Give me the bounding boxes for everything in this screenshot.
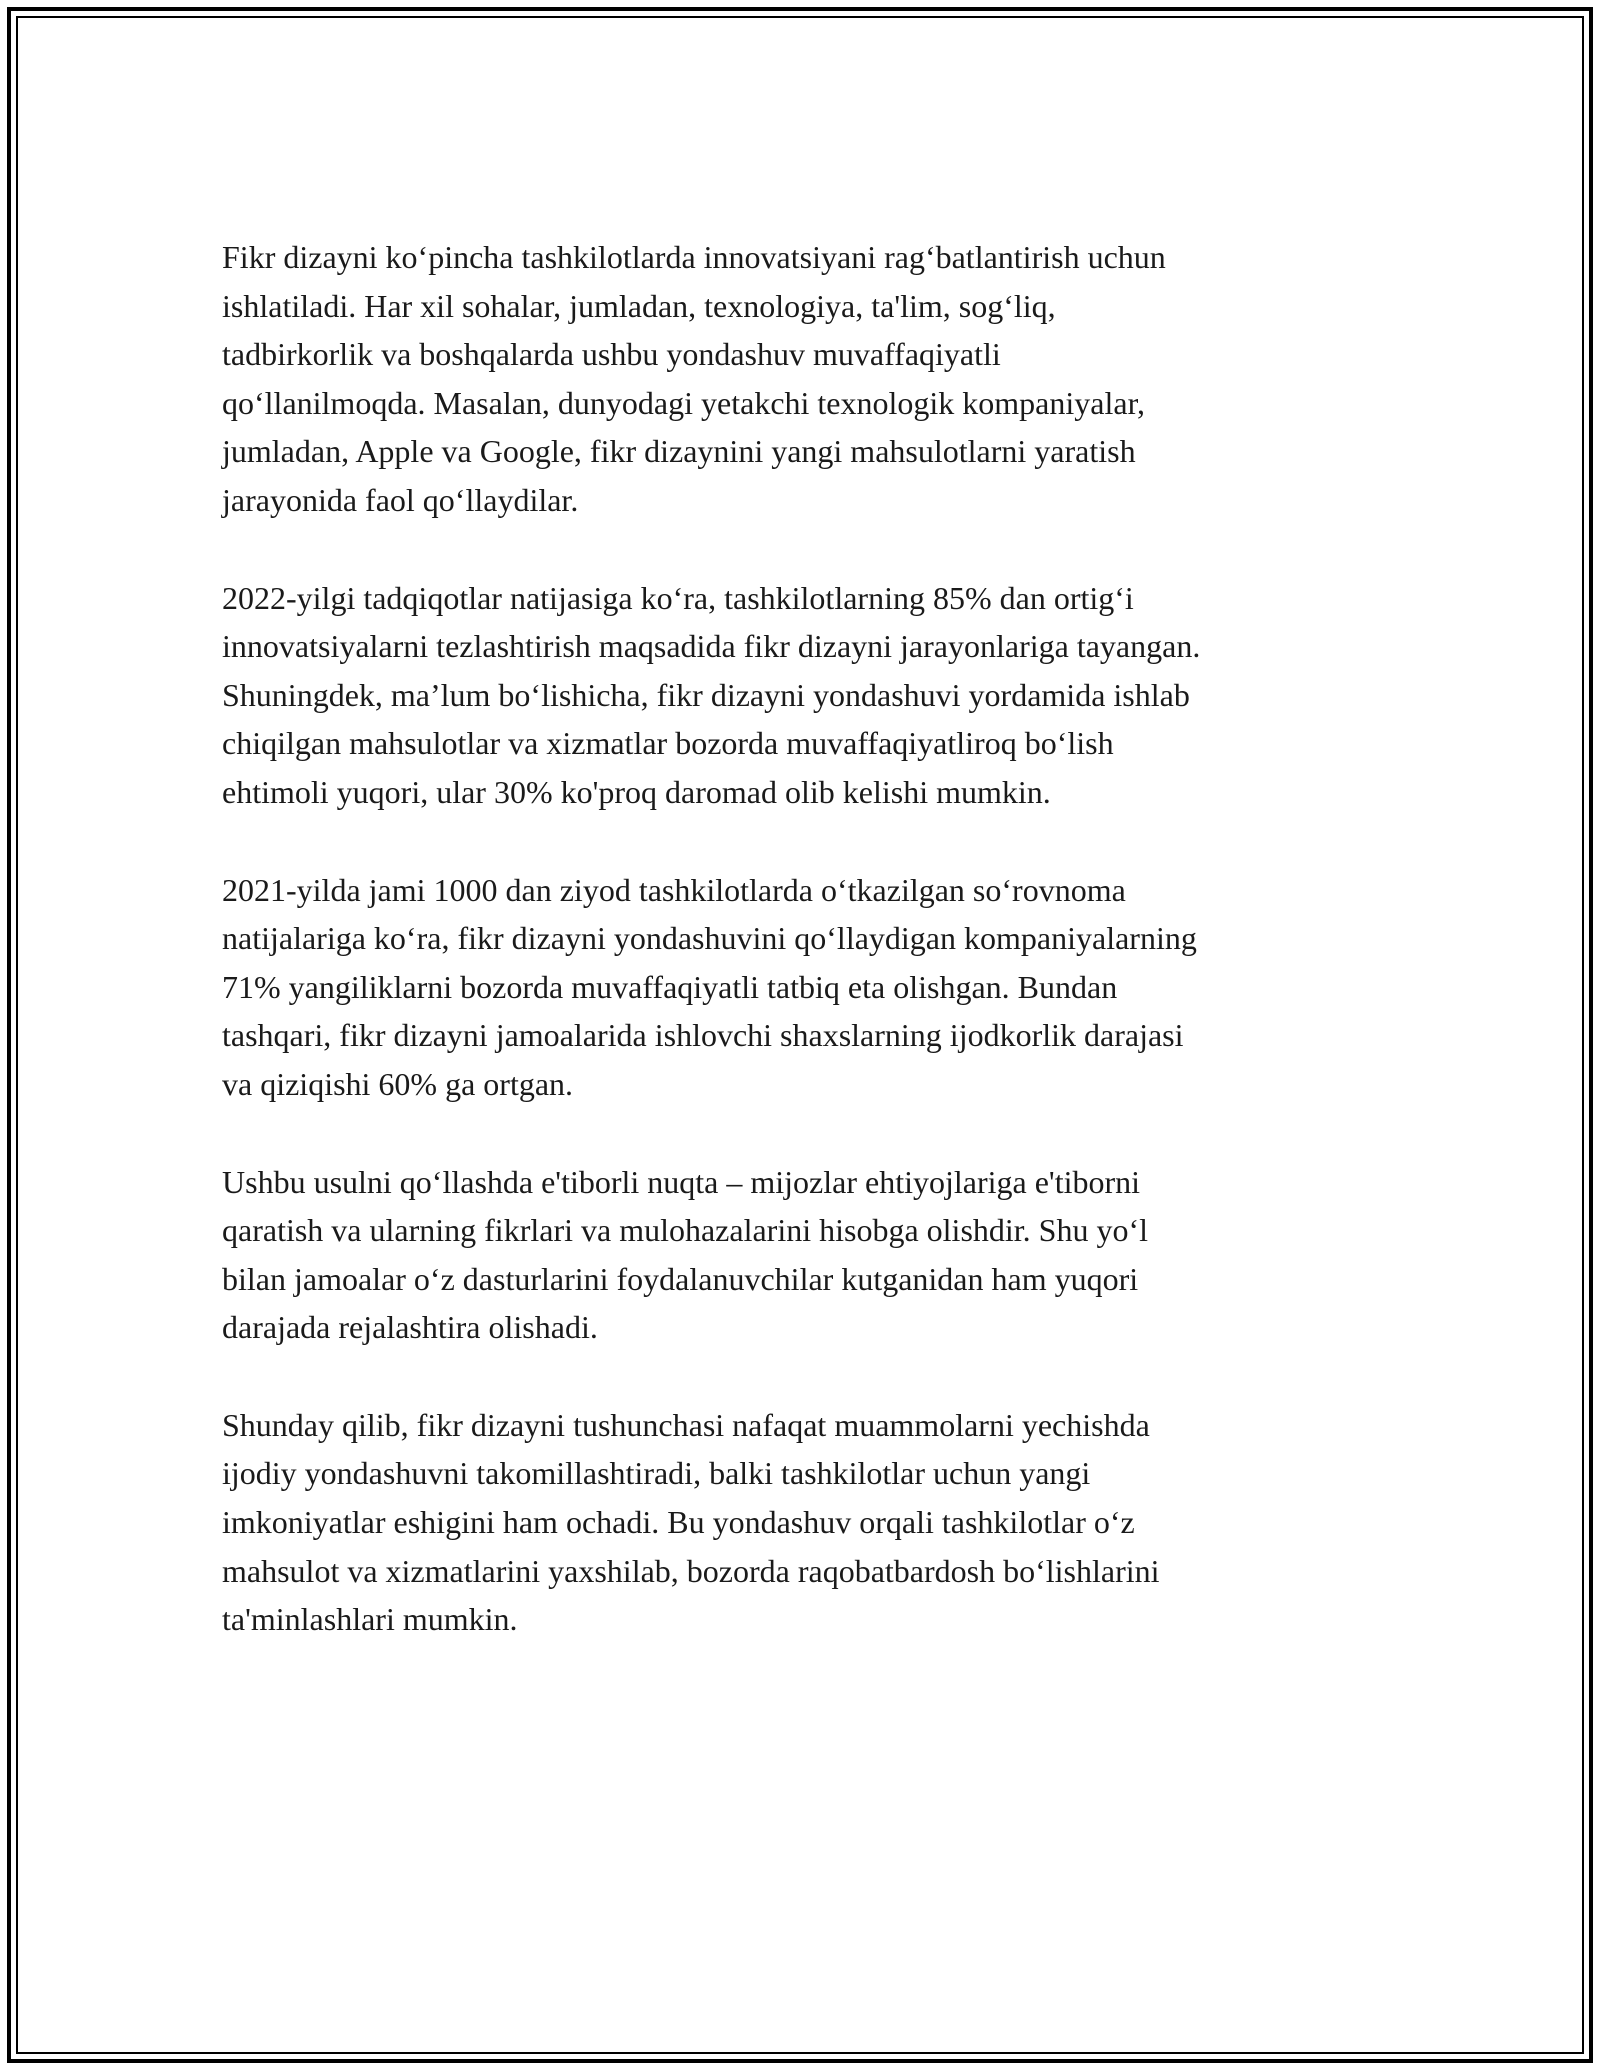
paragraph-customer-focus: Ushbu usulni qo‘llashda e'tiborli nuqta – mijozlar ehtiyojlariga e'tiborni qaratish va ularning fikrlari va mulohazalarini hisobga olishdir. Shu yo‘l bilan jamoalar o‘z dasturlarini foydalanuvchilar kutganidan ham yuqori darajada rejalashtira olishadi. <box>222 1163 1149 1346</box>
document-body <box>222 233 1372 1693</box>
paragraph-2021-survey: 2021-yilda jami 1000 dan ziyod tashkilotlarda o‘tkazilgan so‘rovnoma natijalariga ko‘ra, fikr dizayni yondashuvini qo‘llaydigan kompaniyalarning 71% yangiliklarni bozorda muvaffaqiyatli tatbiq eta olishgan. Bundan tashqari, fikr dizayni jamoalarida ishlovchi shaxslarning ijodkorlik darajasi va qiziqishi 60% ga ortgan. <box>222 871 1197 1102</box>
paragraph-2022-research: 2022-yilgi tadqiqotlar natijasiga ko‘ra, tashkilotlarning 85% dan ortig‘i innovatsiyalarni tezlashtirish maqsadida fikr dizayni jarayonlariga tayangan. Shuningdek, ma’lum bo‘lishicha, fikr dizayni yondashuvi yordamida ishlab chiqilgan mahsulotlar va xizmatlar bozorda muvaffaqiyatliroq bo‘lish ehtimoli yuqori, ular 30% ko'proq daromad olib kelishi mumkin. <box>222 579 1201 810</box>
paragraph-conclusion: Shunday qilib, fikr dizayni tushunchasi nafaqat muammolarni yechishda ijodiy yondashuvni takomillashtiradi, balki tashkilotlar uchun yangi imkoniyatlar eshigini ham ochadi. Bu yondashuv orqali tashkilotlar o‘z mahsulot va xizmatlarini yaxshilab, bozorda raqobatbardosh bo‘lishlarini ta'minlashlari mumkin. <box>222 1406 1160 1638</box>
paragraph-intro: Fikr dizayni ko‘pincha tashkilotlarda innovatsiyani rag‘batlantirish uchun ishlatiladi. Har xil sohalar, jumladan, texnologiya, ta'lim, sog‘liq, tadbirkorlik va boshqalarda ushbu yondashuv muvaffaqiyatli qo‘llanilmoqda. Masalan, dunyodagi yetakchi texnologik kompaniyalar, jumladan, Apple va Google, fikr dizaynini yangi mahsulotlarni yaratish jarayonida faol qo‘llaydilar. <box>222 239 1166 518</box>
